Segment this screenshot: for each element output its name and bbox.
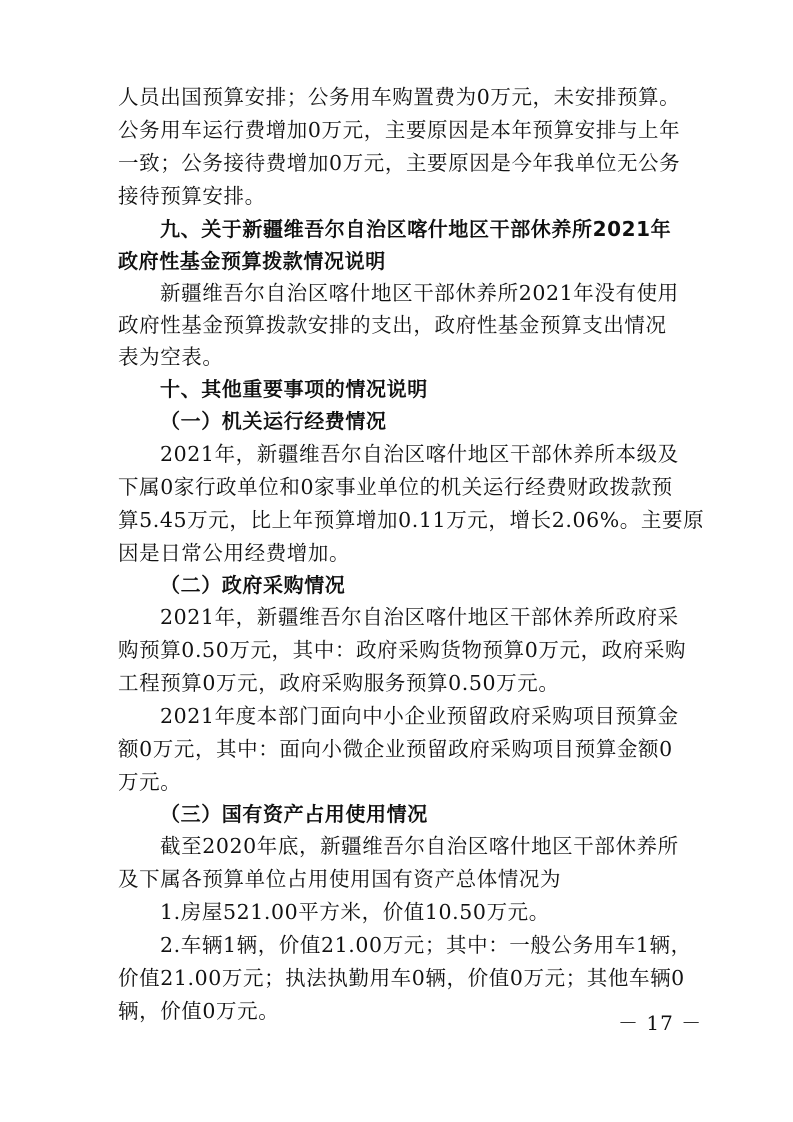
body-text-line: 价值21.00万元；执法执勤用车0辆，价值0万元；其他车辆0 <box>118 966 685 990</box>
body-text-line: 购预算0.50万元，其中：政府采购货物预算0万元，政府采购 <box>118 638 687 662</box>
body-text-line: 因是日常公用经费增加。 <box>118 541 351 565</box>
section-heading-9: 九、关于新疆维吾尔自治区喀什地区干部休养所2021年 <box>160 217 672 241</box>
body-text-line: 政府性基金预算拨款安排的支出，政府性基金预算支出情况 <box>118 313 667 337</box>
body-text-line: 1.房屋521.00平方米，价值10.50万元。 <box>160 900 550 924</box>
body-text-line: 工程预算0万元，政府采购服务预算0.50万元。 <box>118 671 560 695</box>
body-text-line: 及下属各预算单位占用使用国有资产总体情况为 <box>118 867 562 891</box>
body-text-line: 一致；公务接待费增加0万元，主要原因是今年我单位无公务 <box>118 151 681 175</box>
body-text-line: 接待预算安排。 <box>118 184 266 208</box>
body-text-line: 2021年度本部门面向中小企业预留政府采购项目预算金 <box>160 704 679 728</box>
subsection-heading-2: （二）政府采购情况 <box>160 573 346 597</box>
body-text-line: 新疆维吾尔自治区喀什地区干部休养所2021年没有使用 <box>160 281 679 305</box>
body-text-line: 人员出国预算安排；公务用车购置费为0万元，未安排预算。 <box>118 85 681 109</box>
body-text-line: 截至2020年底，新疆维吾尔自治区喀什地区干部休养所 <box>160 834 679 858</box>
body-text-line: 额0万元，其中：面向小微企业预留政府采购项目预算金额0 <box>118 737 673 761</box>
body-text-line: 算5.45万元，比上年预算增加0.11万元，增长2.06%。主要原 <box>118 508 705 532</box>
page-number: － 17 － <box>618 1011 703 1035</box>
section-heading-9-cont: 政府性基金预算拨款情况说明 <box>118 249 386 273</box>
body-text-line: 2.车辆1辆，价值21.00万元；其中：一般公务用车1辆， <box>160 933 692 957</box>
body-text-line: 2021年，新疆维吾尔自治区喀什地区干部休养所本级及 <box>160 442 679 466</box>
body-text-line: 2021年，新疆维吾尔自治区喀什地区干部休养所政府采 <box>160 605 679 629</box>
body-text-line: 辆，价值0万元。 <box>118 999 280 1023</box>
body-text-line: 万元。 <box>118 770 182 794</box>
body-text-line: 公务用车运行费增加0万元，主要原因是本年预算安排与上年 <box>118 118 681 142</box>
body-text-line: 下属0家行政单位和0家事业单位的机关运行经费财政拨款预 <box>118 475 673 499</box>
body-text-line: 表为空表。 <box>118 345 224 369</box>
subsection-heading-3: （三）国有资产占用使用情况 <box>160 802 428 826</box>
subsection-heading-1: （一）机关运行经费情况 <box>160 409 387 433</box>
section-heading-10: 十、其他重要事项的情况说明 <box>160 377 428 401</box>
